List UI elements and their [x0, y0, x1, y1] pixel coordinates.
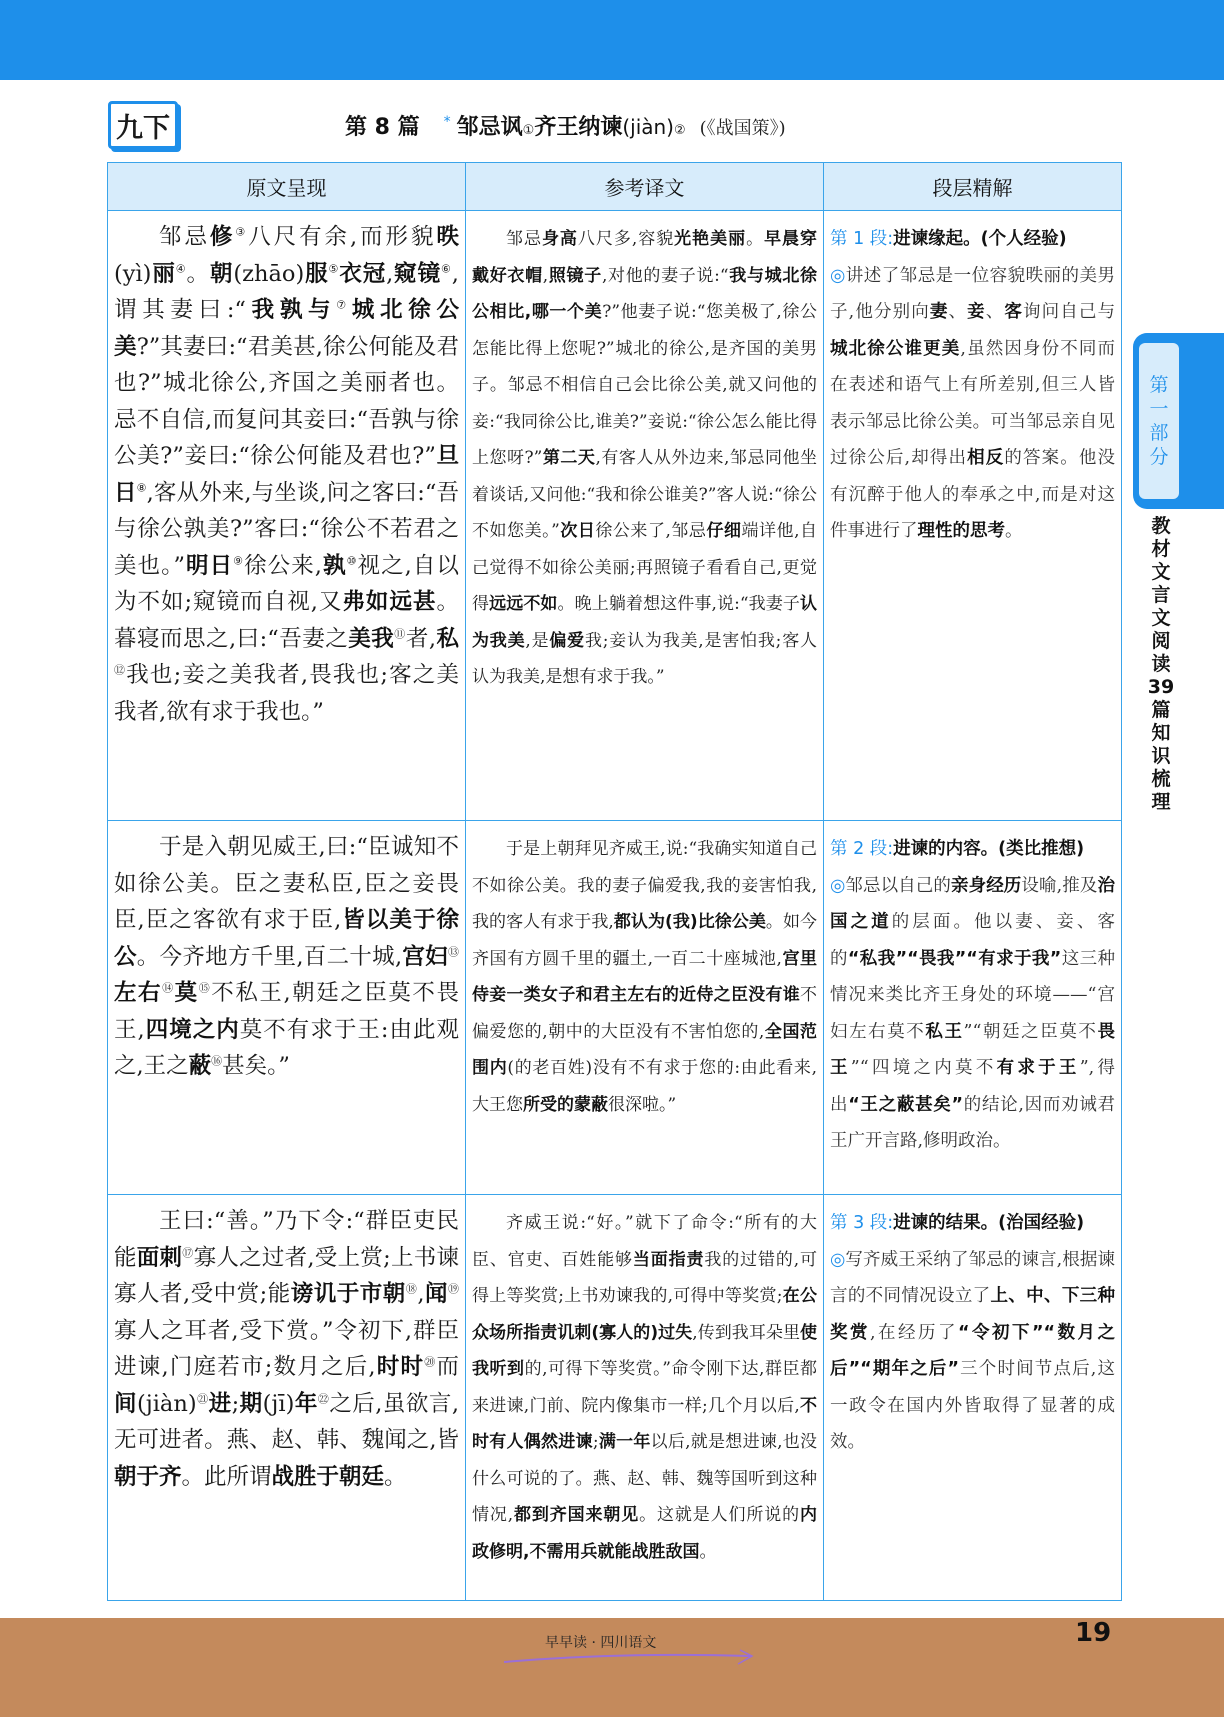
- translation-cell: [466, 211, 824, 821]
- table-row: [108, 821, 1122, 1195]
- book-section-title: 教 材 文 言 文 阅 读 39 篇 知 识 梳 理: [1147, 515, 1175, 813]
- star-icon: *: [443, 114, 451, 130]
- original-text-cell: [108, 821, 466, 1195]
- translation-paragraph: 齐威王说:“好。”就下了命令:“所有的大臣、官吏、百姓能够当面指责我的过错的,可得上等奖赏;上书劝谏我的,可得中等奖赏;在公众场所指责讥刺(寡人的)过失,传到我耳朵里使我听到的,可得下等奖赏。”命令刚下达,群臣都来进谏,门前、院内像集市一样;几个月以后,不时有人偶然进谏;满一年以后,就是想进谏,也没什么可说的了。燕、赵、韩、魏等国听到这种情况,都到齐国来朝见。这就是人们所说的内政修明,不需用兵就能战胜敌国。: [472, 1213, 818, 1562]
- title-part1: 邹忌讽: [456, 115, 523, 140]
- analysis-label: 第 3 段:: [830, 1213, 894, 1233]
- translation-cell: [466, 821, 824, 1195]
- original-text-cell: [108, 211, 466, 821]
- ring-icon: ◎: [830, 1249, 846, 1270]
- section-tab-label: 第 一 部 分: [1139, 343, 1179, 499]
- header-translation: 参考译文: [466, 163, 824, 211]
- translation-cell: [466, 1195, 824, 1601]
- footer-label: 早早读 · 四川语文: [545, 1635, 657, 1651]
- top-color-band: [0, 0, 1224, 80]
- table-row: [108, 1195, 1122, 1601]
- translation-paragraph: 于是上朝拜见齐威王,说:“我确实知道自己不如徐公美。我的妻子偏爱我,我的妾害怕我,我的客人有求于我,都认为(我)比徐公美。如今齐国有方圆千里的疆土,一百二十座城池,宫里侍妾一类女子和君主左右的近侍之臣没有谁不偏爱您的,朝中的大臣没有不害怕您的,全国范围内(的老百姓)没有不有求于您的:由此看来,大王您所受的蒙蔽很深啦。”: [472, 839, 818, 1115]
- title-footnote-2: ②: [673, 123, 686, 138]
- analysis-cell: [824, 821, 1122, 1195]
- article-title: [345, 110, 786, 158]
- swoosh-decoration-icon: [500, 1648, 760, 1668]
- title-pinyin: (jiàn): [622, 115, 674, 139]
- title-footnote-1: ①: [522, 123, 535, 138]
- original-paragraph: 邹忌修③八尺有余,而形貌昳(yì)丽④。朝(zhāo)服⑤衣冠,窥镜⑥,谓其妻曰:“我孰与⑦城北徐公美?”其妻曰:“君美甚,徐公何能及君也?”城北徐公,齐国之美丽者也。忌不自信,而复问其妾曰:“吾孰与徐公美?”妾曰:“徐公何能及君也?”旦日⑧,客从外来,与坐谈,问之客曰:“吾与徐公孰美?”客曰:“徐公不若君之美也。”明日⑨徐公来,孰⑩视之,自以为不如;窥镜而自视,又弗如远甚。暮寝而思之,曰:“吾妻之美我⑪者,私⑫我也;妾之美我者,畏我也;客之美我者,欲有求于我也。”: [114, 224, 459, 725]
- ring-icon: ◎: [830, 265, 846, 286]
- original-paragraph: 于是入朝见威王,曰:“臣诚知不如徐公美。臣之妻私臣,臣之妾畏臣,臣之客欲有求于臣,皆以美于徐公。今齐地方千里,百二十城,宫妇⑬左右⑭莫⑮不私王,朝廷之臣莫不畏王,四境之内莫不有求于王:由此观之,王之蔽⑯甚矣。”: [114, 834, 459, 1079]
- title-part2: 齐王纳谏: [534, 115, 623, 140]
- original-paragraph: 王曰:“善。”乃下令:“群臣吏民能面刺⑰寡人之过者,受上赏;上书谏寡人者,受中赏;能谤讥于市朝⑱,闻⑲寡人之耳者,受下赏。”令初下,群臣进谏,门庭若市;数月之后,时时⑳而间(jiàn)$^㉑$进;期(jī)年$^㉒$之后,虽欲言,无可进者。燕、赵、韩、魏闻之,皆朝于齐。此所谓战胜于朝廷。: [114, 1208, 459, 1490]
- analysis-cell: [824, 211, 1122, 821]
- analysis-heading: [830, 221, 1115, 258]
- analysis-label: 第 2 段:: [830, 839, 894, 859]
- table-row: [108, 211, 1122, 821]
- page-number: 19: [1075, 1618, 1112, 1648]
- analysis-heading: [830, 831, 1115, 868]
- title-source: (《战国策》): [699, 118, 786, 139]
- ring-icon: ◎: [830, 875, 846, 896]
- analysis-cell: [824, 1195, 1122, 1601]
- header-analysis: 段层精解: [824, 163, 1122, 211]
- analysis-body: ◎讲述了邹忌是一位容貌昳丽的美男子,他分别向妻、妾、客询问自己与城北徐公谁更美,虽然因身份不同而在表述和语气上有所差别,但三人皆表示邹忌比徐公美。可当邹忌亲自见过徐公后,却得出相反的答案。他没有沉醉于他人的奉承之中,而是对这件事进行了理性的思考。: [830, 265, 1116, 541]
- analysis-title: 进谏缘起。(个人经验): [893, 229, 1067, 249]
- article-number: 第 8 篇: [345, 115, 420, 140]
- grade-badge: 九下: [108, 101, 178, 149]
- analysis-body: ◎邹忌以自己的亲身经历设喻,推及治国之道的层面。他以妻、妾、客的“私我”“畏我”“有求于我”这三种情况来类比齐王身处的环境——“宫妇左右莫不私王”“朝廷之臣莫不畏王”“四境之内莫不有求于王”,得出“王之蔽甚矣”的结论,因而劝诫君王广开言路,修明政治。: [830, 875, 1116, 1151]
- original-text-cell: [108, 1195, 466, 1601]
- analysis-heading: [830, 1205, 1115, 1242]
- analysis-title: 进谏的结果。(治国经验): [893, 1213, 1085, 1233]
- analysis-title: 进谏的内容。(类比推想): [893, 839, 1085, 859]
- translation-paragraph: 邹忌身高八尺多,容貌光艳美丽。早晨穿戴好衣帽,照镜子,对他的妻子说:“我与城北徐公相比,哪一个美?”他妻子说:“您美极了,徐公怎能比得上您呢?”城北的徐公,是齐国的美男子。邹忌不相信自己会比徐公美,就又问他的妾:“我同徐公比,谁美?”妾说:“徐公怎么能比得上您呀?”第二天,有客人从外边来,邹忌同他坐着谈话,又问他:“我和徐公谁美?”客人说:“徐公不如您美。”次日徐公来了,邹忌仔细端详他,自己觉得不如徐公美丽;再照镜子看看自己,更觉得远远不如。晚上躺着想这件事,说:“我妻子认为我美,是偏爱我;妾认为我美,是害怕我;客人认为我美,是想有求于我。”: [472, 229, 818, 687]
- header-original: 原文呈现: [108, 163, 466, 211]
- analysis-label: 第 1 段:: [830, 229, 894, 249]
- analysis-body: ◎写齐威王采纳了邹忌的谏言,根据谏言的不同情况设立了上、中、下三种奖赏,在经历了“令初下”“数月之后”“期年之后”三个时间节点后,这一政令在国内外皆取得了显著的成效。: [830, 1249, 1116, 1452]
- text-analysis-table: [107, 162, 1122, 1601]
